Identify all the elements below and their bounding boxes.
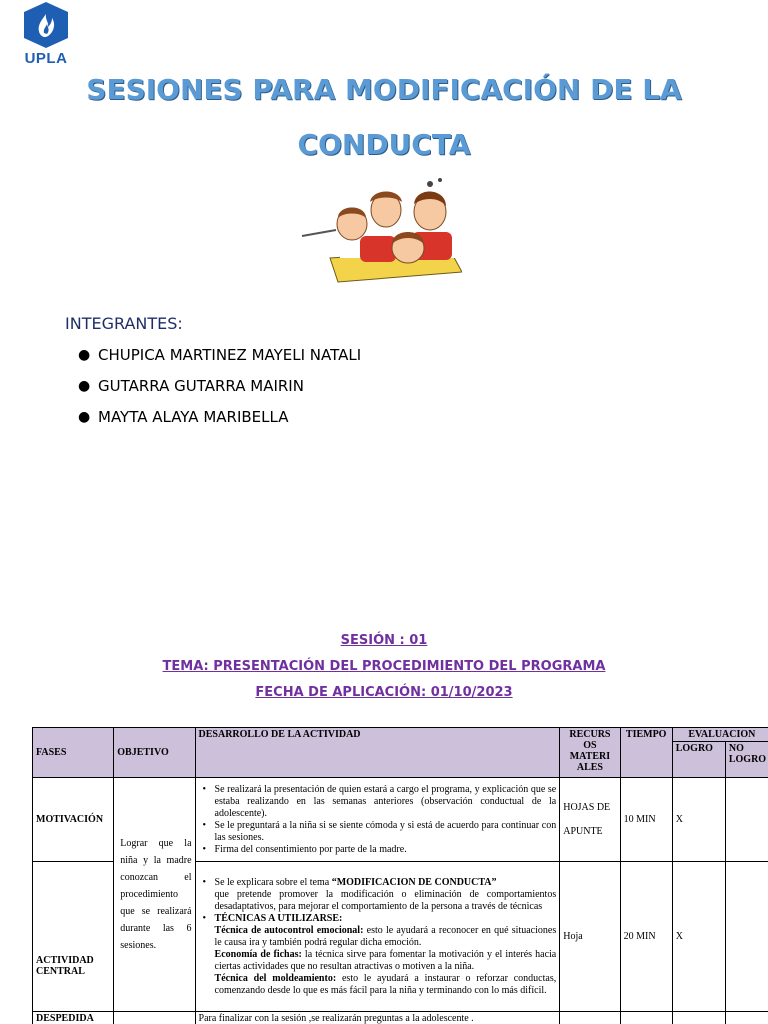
time-cell: 20 MIN xyxy=(620,862,672,1012)
page-title-line1: SESIONES PARA MODIFICACIÓN DE LA xyxy=(86,73,682,106)
bullet-icon: • xyxy=(202,783,207,795)
members-list xyxy=(78,345,361,438)
header-fases: FASES xyxy=(33,728,114,778)
logro-cell: X xyxy=(672,862,725,1012)
bullet-icon: ● xyxy=(78,347,91,363)
children-studying-illustration xyxy=(300,176,462,284)
bullet-icon: • xyxy=(202,876,207,888)
list-item: • Firma del consentimiento por parte de la madre. xyxy=(199,844,557,856)
member-name: MAYTA ALAYA MARIBELLA xyxy=(98,408,289,426)
bullet-icon: • xyxy=(202,843,207,855)
header-recursos: RECURS OS MATERI ALES xyxy=(560,728,620,778)
list-item xyxy=(78,376,361,407)
resource-cell: Hoja xyxy=(560,862,620,1012)
list-item xyxy=(78,345,361,376)
list-item xyxy=(78,407,361,438)
time-cell: 10 MIN xyxy=(620,778,672,862)
table-row xyxy=(33,778,768,862)
farewell-text: Para finalizar con la sesión ,se realizarán preguntas a la adolescente . xyxy=(195,1012,560,1024)
no-logro-cell xyxy=(725,862,768,1012)
session-number: SESIÓN : 01 xyxy=(340,633,428,648)
header-objetivo: OBJETIVO xyxy=(114,728,195,778)
phase-actividad-central: ACTIVIDAD CENTRAL xyxy=(33,862,114,1012)
bullet-icon: ● xyxy=(78,409,91,425)
member-name: CHUPICA MARTINEZ MAYELI NATALI xyxy=(98,346,362,364)
motivation-activities xyxy=(195,778,560,862)
header-no-logro: NO LOGRO xyxy=(725,742,768,778)
upla-logo-icon xyxy=(18,0,74,50)
logo-text: UPLA xyxy=(24,50,68,67)
objective-cell: Lograr que la niña y la madre conozcan el procedimiento que se realizará durante las 6 sesiones. xyxy=(114,778,195,1012)
phase-despedida: DESPEDIDA xyxy=(33,1012,114,1024)
list-item: • Se le explicara sobre el tema “MODIFICACION DE CONDUCTA” xyxy=(199,877,557,889)
list-item: • Se le preguntará a la niña si se siente cómoda y si está de acuerdo para continuar con las sesiones. xyxy=(199,820,557,844)
logro-cell: X xyxy=(672,778,725,862)
phase-motivacion: MOTIVACIÓN xyxy=(33,778,114,862)
session-topic: TEMA: PRESENTACIÓN DEL PROCEDIMIENTO DEL PROGRAMA xyxy=(162,659,606,674)
members-heading: INTEGRANTES: xyxy=(65,314,183,333)
list-item: • TÉCNICAS A UTILIZARSE: xyxy=(199,913,557,925)
table-row xyxy=(33,1012,768,1024)
header-evaluacion: EVALUACION xyxy=(672,728,768,742)
member-name: GUTARRA GUTARRA MAIRIN xyxy=(98,377,304,395)
central-activities: • Se le explicara sobre el tema “MODIFICACION DE CONDUCTA” que pretende promover la modificación o eliminación de comportamientos desadaptativos, para mejorar el comportamiento de la persona a través de técnicas • TÉCNICAS A UTILIZARSE: Técnica de autocontrol emocional: esto le ayudará a reconocer en qué situaciones le causa ira y también podrá regular dicha emoción. Economía de fichas: la técnica sirve para fomentar la motivación y el interés hacia ciertas actividades que no resultan atractivas o motiven a la niña. Técnica del moldeamiento: esto le ayudará a instaurar o reforzar conductas, comenzando desde lo que es más fácil para la niña y terminando con lo más difícil. xyxy=(195,862,560,1012)
page-title xyxy=(60,62,708,172)
list-item: • Se realizará la presentación de quien estará a cargo el programa, y explicación que se estaba realizando en las semanas anteriores (observación conductual de la adolescente). xyxy=(199,784,557,820)
bullet-icon: ● xyxy=(78,378,91,394)
header-logro: LOGRO xyxy=(672,742,725,778)
header-desarrollo: DESARROLLO DE LA ACTIVIDAD xyxy=(195,728,560,778)
header-tiempo: TIEMPO xyxy=(620,728,672,778)
session-date: FECHA DE APLICACIÓN: 01/10/2023 xyxy=(255,685,513,700)
no-logro-cell xyxy=(725,778,768,862)
bullet-icon: • xyxy=(202,912,207,924)
resource-cell: HOJAS DE APUNTE xyxy=(560,778,620,862)
session-plan-table xyxy=(32,727,768,1024)
bullet-icon: • xyxy=(202,819,207,831)
page-title-line2: CONDUCTA xyxy=(297,128,471,161)
